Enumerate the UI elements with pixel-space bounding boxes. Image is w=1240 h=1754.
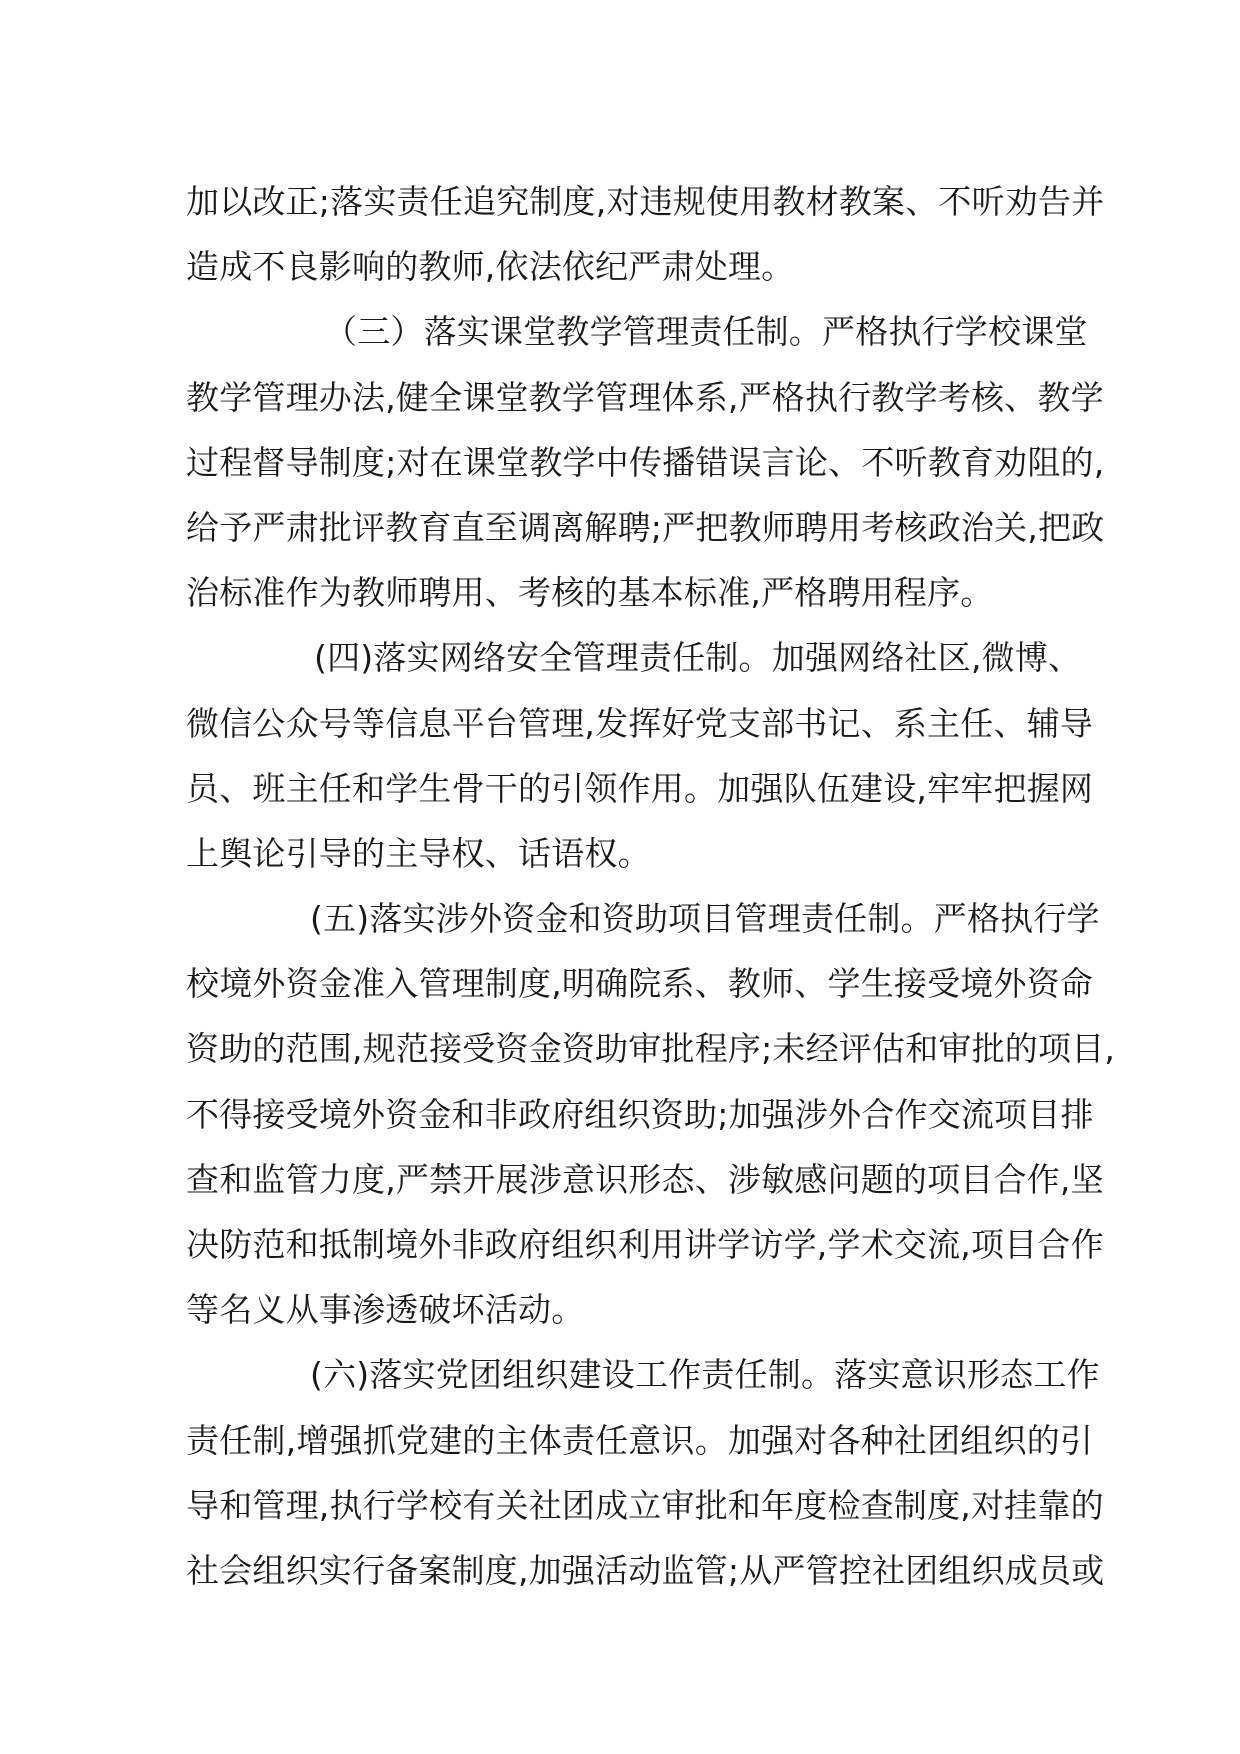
text-line: 上舆论引导的主导权、话语权。 <box>186 833 651 873</box>
text-line: 员、班主任和学生骨干的引领作用。加强队伍建设,牢牢把握网 <box>186 768 1094 808</box>
section-heading-line: （三）落实课堂教学管理责任制。严格执行学校课堂 <box>324 312 1088 352</box>
text-line: 治标准作为教师聘用、考核的基本标准,严格聘用程序。 <box>186 573 994 613</box>
text-line: 资助的范围,规范接受资金资助审批程序;未经评估和审批的项目, <box>186 1029 1116 1069</box>
section-heading-line: (四)落实网络安全管理责任制。加强网络社区,微博、 <box>314 638 1082 678</box>
text-line: 过程督导制度;对在课堂教学中传播错误言论、不听教育劝阻的, <box>186 442 1105 482</box>
text-line: 给予严肃批评教育直至调离解聘;严把教师聘用考核政治关,把政 <box>186 507 1105 547</box>
body-text <box>186 169 1116 1603</box>
text-line: 决防范和抵制境外非政府组织利用讲学访学,学术交流,项目合作 <box>186 1225 1104 1264</box>
text-line: 社会组织实行备案制度,加强活动监管;从严管控社团组织成员或 <box>186 1550 1105 1590</box>
text-line: 不得接受境外资金和非政府组织资助;加强涉外合作交流项目排 <box>186 1094 1094 1134</box>
text-line: 微信公众号等信息平台管理,发挥好党支部书记、系主任、辅导 <box>186 703 1094 743</box>
text-line: 校境外资金准入管理制度,明确院系、教师、学生接受境外资命 <box>186 964 1094 1004</box>
text-line: 导和管理,执行学校有关社团成立审批和年度检查制度,对挂靠的 <box>186 1485 1104 1525</box>
section-heading-line: (五)落实涉外资金和资助项目管理责任制。严格执行学 <box>310 899 1100 939</box>
text-line: 查和监管力度,严禁开展涉意识形态、涉敏感问题的项目合作,坚 <box>186 1159 1104 1199</box>
text-line: 等名义从事渗透破坏活动。 <box>186 1290 585 1330</box>
text-line: 造成不良影响的教师,依法依纪严肃处理。 <box>186 247 795 287</box>
text-line: 责任制,增强抓党建的主体责任意识。加强对各种社团组织的引 <box>186 1420 1094 1460</box>
text-line: 教学管理办法,健全课堂教学管理体系,严格执行教学考核、教学 <box>186 377 1104 417</box>
section-heading-line: (六)落实党团组织建设工作责任制。落实意识形态工作 <box>310 1355 1100 1395</box>
text-line: 加以改正;落实责任追究制度,对违规使用教材教案、不听劝告并 <box>186 182 1105 221</box>
